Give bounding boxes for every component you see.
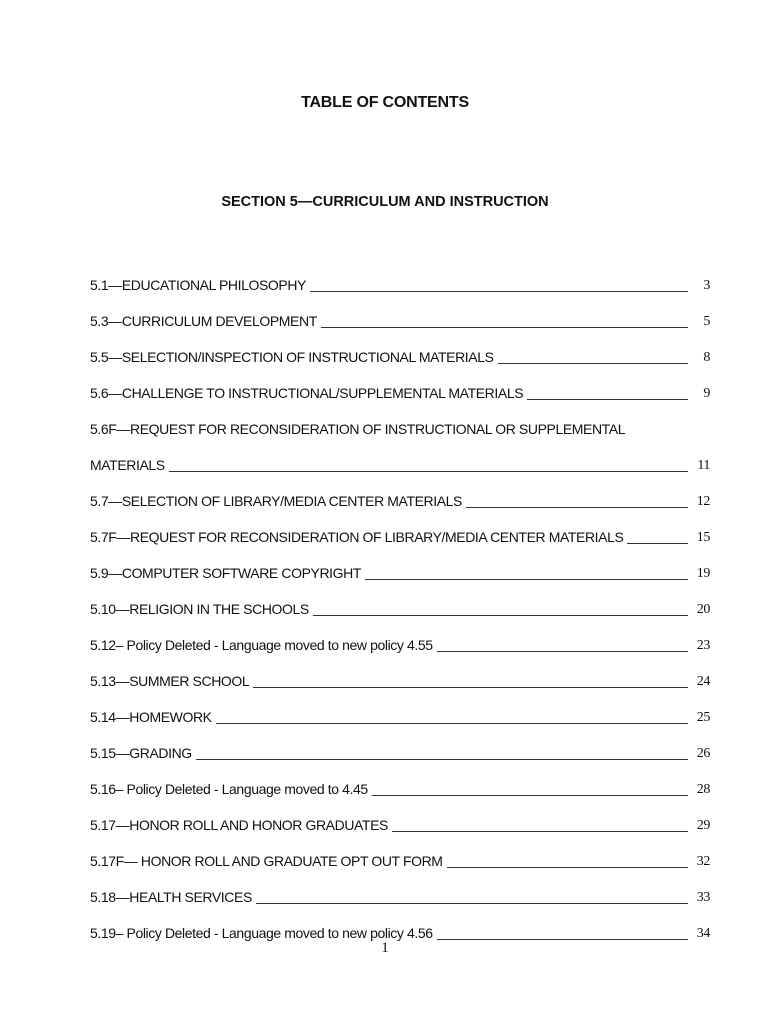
dot-leader — [169, 471, 688, 472]
toc-entry-page: 23 — [696, 638, 710, 653]
dot-leader — [437, 651, 688, 652]
dot-leader — [392, 831, 688, 832]
toc-entry-page: 9 — [703, 386, 710, 401]
toc-entry[interactable] — [90, 512, 710, 548]
dot-leader — [253, 687, 688, 688]
toc-title: TABLE OF CONTENTS — [301, 94, 469, 111]
toc-entry[interactable] — [90, 728, 710, 764]
dot-leader — [365, 579, 688, 580]
dot-leader — [627, 543, 688, 544]
toc-entry-label: 5.3—CURRICULUM DEVELOPMENT — [90, 313, 317, 329]
toc-entry-page: 26 — [696, 746, 710, 761]
toc-entry-label: 5.6—CHALLENGE TO INSTRUCTIONAL/SUPPLEMENTAL MATERIALS — [90, 385, 524, 401]
toc-entry-page: 19 — [696, 566, 710, 581]
dot-leader — [313, 615, 688, 616]
toc-entry-label: 5.17F— HONOR ROLL AND GRADUATE OPT OUT FORM — [90, 853, 443, 869]
toc-entry-label: 5.10—RELIGION IN THE SCHOOLS — [90, 601, 309, 617]
section-title: SECTION 5—CURRICULUM AND INSTRUCTION — [221, 194, 549, 210]
toc-entry[interactable] — [90, 800, 710, 836]
toc-entry-label: 5.9—COMPUTER SOFTWARE COPYRIGHT — [90, 565, 361, 581]
toc-entry-label: 5.15—GRADING — [90, 745, 192, 761]
dot-leader — [372, 795, 688, 796]
dot-leader — [310, 291, 688, 292]
toc-entry-page: 20 — [696, 602, 710, 617]
toc-entry-page: 28 — [696, 782, 710, 797]
toc-entry[interactable] — [90, 692, 710, 728]
toc-entry[interactable] — [90, 404, 710, 440]
toc-entry-page: 33 — [696, 890, 710, 905]
toc-entry[interactable] — [90, 764, 710, 800]
toc-entry[interactable] — [90, 548, 710, 584]
toc-entry-page: 29 — [696, 818, 710, 833]
toc-entry-page: 15 — [696, 530, 710, 545]
toc-entry-label: 5.14—HOMEWORK — [90, 709, 212, 725]
toc-entry-page: 11 — [697, 458, 710, 473]
toc-entry[interactable] — [90, 368, 710, 404]
toc-entry-label: 5.19– Policy Deleted - Language moved to new policy 4.56 — [90, 925, 433, 941]
toc-entry-page: 32 — [696, 854, 710, 869]
toc-entry-label: 5.7F—REQUEST FOR RECONSIDERATION OF LIBRARY/MEDIA CENTER MATERIALS — [90, 529, 624, 545]
toc-entry-page: 34 — [696, 926, 710, 941]
dot-leader — [527, 399, 688, 400]
toc-entry-label: MATERIALS — [90, 457, 165, 473]
dot-leader — [321, 327, 688, 328]
toc-entry-label: 5.12– Policy Deleted - Language moved to new policy 4.55 — [90, 637, 433, 653]
toc-entry-page: 25 — [696, 710, 710, 725]
toc-entry-label: 5.17—HONOR ROLL AND HONOR GRADUATES — [90, 817, 388, 833]
dot-leader — [256, 903, 688, 904]
dot-leader — [447, 867, 688, 868]
toc-entry[interactable] — [90, 908, 710, 944]
dot-leader — [216, 723, 688, 724]
toc-entry-page: 8 — [703, 350, 710, 365]
toc-entries — [90, 260, 710, 944]
toc-entry-page: 24 — [696, 674, 710, 689]
toc-entry[interactable] — [90, 872, 710, 908]
toc-entry-label: 5.6F—REQUEST FOR RECONSIDERATION OF INSTRUCTIONAL OR SUPPLEMENTAL — [90, 421, 626, 437]
toc-entry[interactable] — [90, 584, 710, 620]
toc-entry[interactable] — [90, 260, 710, 296]
toc-entry-label: 5.7—SELECTION OF LIBRARY/MEDIA CENTER MATERIALS — [90, 493, 462, 509]
toc-entry-label: 5.13—SUMMER SCHOOL — [90, 673, 250, 689]
toc-entry-page: 5 — [703, 314, 710, 329]
toc-entry[interactable] — [90, 440, 710, 476]
page-number: 1 — [381, 940, 389, 956]
toc-entry-page: 3 — [703, 278, 710, 293]
toc-entry-page: 12 — [696, 494, 710, 509]
dot-leader — [466, 507, 688, 508]
toc-entry[interactable] — [90, 332, 710, 368]
toc-entry[interactable] — [90, 836, 710, 872]
toc-entry-label: 5.16– Policy Deleted - Language moved to 4.45 — [90, 781, 368, 797]
dot-leader — [498, 363, 688, 364]
toc-entry[interactable] — [90, 476, 710, 512]
toc-entry[interactable] — [90, 656, 710, 692]
toc-entry-label: 5.1—EDUCATIONAL PHILOSOPHY — [90, 277, 306, 293]
toc-entry[interactable] — [90, 620, 710, 656]
toc-entry-label: 5.5—SELECTION/INSPECTION OF INSTRUCTIONAL MATERIALS — [90, 349, 494, 365]
toc-entry-label: 5.18—HEALTH SERVICES — [90, 889, 252, 905]
toc-entry[interactable] — [90, 296, 710, 332]
dot-leader — [196, 759, 688, 760]
